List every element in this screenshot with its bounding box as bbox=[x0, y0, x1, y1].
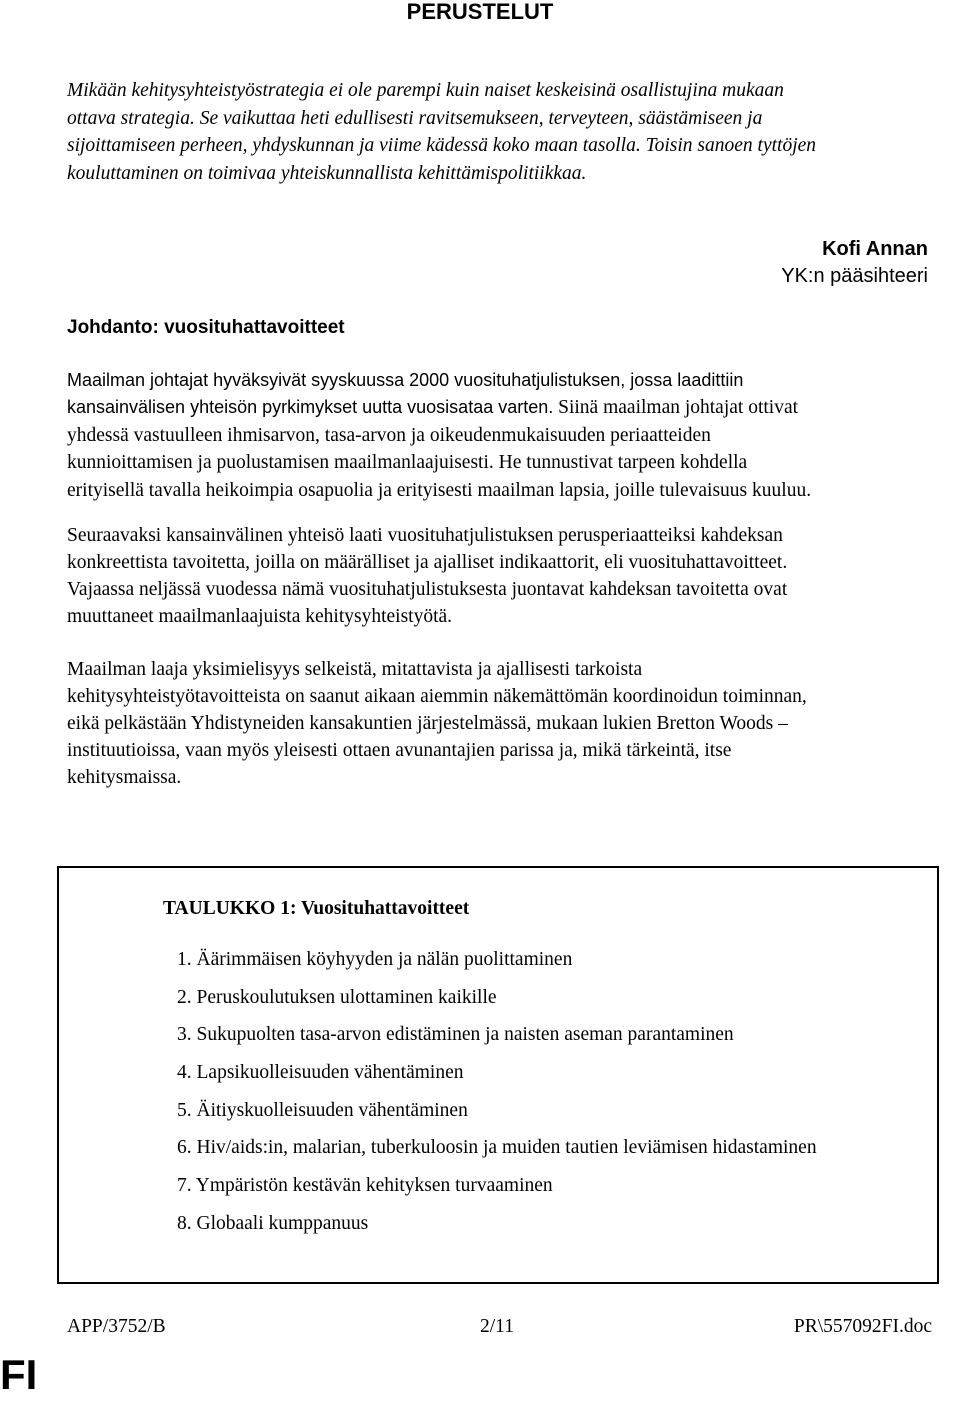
footer-reference: APP/3752/B bbox=[67, 1316, 166, 1337]
goals-list bbox=[177, 947, 817, 1249]
footer-filename: PR\557092FI.doc bbox=[793, 1316, 932, 1337]
list-item: 5. Äitiyskuolleisuuden vähentäminen bbox=[177, 1099, 468, 1121]
goals-table-box bbox=[57, 866, 939, 1284]
language-code: FI bbox=[0, 1351, 38, 1398]
paragraph-line-serif-part: Siinä maailman johtajat ottivat bbox=[553, 397, 799, 418]
intro-paragraph-1 bbox=[67, 367, 947, 504]
paragraph-line: Seuraavaksi kansainvälinen yhteisö laati vuosituhatjulistuksen perusperiaatteiksi kahdeksan bbox=[67, 525, 783, 546]
paragraph-line: kehitysyhteistyötavoitteista on saanut aikaan aiemmin näkemättömän koordinoidun toiminnan, bbox=[67, 686, 807, 707]
page-title: PERUSTELUT bbox=[406, 0, 554, 24]
list-item: 2. Peruskoulutuksen ulottaminen kaikille bbox=[177, 986, 497, 1008]
quote-author: Kofi Annan bbox=[822, 238, 928, 260]
paragraph-line-mixed bbox=[67, 449, 947, 477]
paragraph-line: instituutioissa, vaan myös yleisesti ottaen avunantajien parissa ja, mikä tärkeintä, itse bbox=[67, 740, 732, 761]
quote-line: kouluttaminen on toimivaa yhteiskunnallista kehittämispolitiikkaa. bbox=[67, 162, 587, 184]
intro-paragraph-3 bbox=[67, 656, 947, 791]
quote-line: ottava strategia. Se vaikuttaa heti edullisesti ravitsemukseen, terveyteen, säästämiseen ja bbox=[67, 107, 763, 129]
page-footer bbox=[67, 1314, 932, 1340]
paragraph-line: yhdessä vastuulleen ihmisarvon, tasa-arvon ja oikeudenmukaisuuden periaatteiden bbox=[67, 425, 711, 446]
paragraph-line: eikä pelkästään Yhdistyneiden kansakuntien järjestelmässä, mukaan lukien Bretton Woods – bbox=[67, 713, 788, 734]
paragraph-line-serif-part: kunnioittamisen ja puolustamisen maailmanlaajuisesti. bbox=[67, 452, 494, 473]
list-item: 4. Lapsikuolleisuuden vähentäminen bbox=[177, 1062, 464, 1084]
quote-author-title: YK:n pääsihteeri bbox=[781, 265, 928, 287]
list-item: 7. Ympäristön kestävän kehityksen turvaaminen bbox=[177, 1175, 553, 1197]
epigraph-quote bbox=[67, 77, 947, 187]
table-title: TAULUKKO 1: Vuosituhattavoitteet bbox=[163, 898, 470, 919]
paragraph-line: Maailman johtajat hyväksyivät syyskuussa 2000 vuosituhatjulistuksen, jossa laadittiin bbox=[67, 370, 744, 390]
paragraph-line: kehitysmaissa. bbox=[67, 767, 182, 788]
section-heading: Johdanto: vuosituhattavoitteet bbox=[67, 317, 345, 338]
list-item: 3. Sukupuolten tasa-arvon edistäminen ja naisten aseman parantaminen bbox=[177, 1024, 734, 1046]
list-item: 1. Äärimmäisen köyhyyden ja nälän puolittaminen bbox=[177, 949, 573, 970]
paragraph-line: Vajaassa neljässä vuodessa nämä vuosituhatjulistuksesta juontavat kahdeksan tavoitetta ovat bbox=[67, 579, 788, 600]
intro-paragraph-2 bbox=[67, 522, 947, 630]
footer-page-number: 2/11 bbox=[480, 1316, 514, 1337]
quote-line: sijoittamiseen perheen, yhdyskunnan ja viime kädessä koko maan tasolla. Toisin sanoen tyttöjen bbox=[67, 135, 817, 156]
quote-line: Mikään kehitysyhteistyöstrategia ei ole parempi kuin naiset keskeisinä osallistujina mukaan bbox=[67, 80, 784, 101]
list-item: 8. Globaali kumppanuus bbox=[177, 1212, 369, 1234]
quote-attribution bbox=[781, 236, 928, 290]
paragraph-line-serif-part: He tunnustivat tarpeen kohdella bbox=[493, 452, 748, 473]
paragraph-line: konkreettista tavoitetta, joilla on määrälliset ja ajalliset indikaattorit, eli vuosituhattavoitteet. bbox=[67, 552, 788, 573]
paragraph-line: erityisellä tavalla heikoimpia osapuolia ja erityisesti maailman lapsia, joille tulevaisuus kuuluu. bbox=[67, 480, 812, 501]
paragraph-line: muuttaneet maailmanlaajuista kehitysyhteistyötä. bbox=[67, 606, 453, 627]
paragraph-line-mixed bbox=[67, 394, 947, 422]
paragraph-line-sans-part: kansainvälisen yhteisön pyrkimykset uutta vuosisataa varten. bbox=[67, 397, 554, 417]
list-item: 6. Hiv/aids:in, malarian, tuberkuloosin ja muiden tautien leviämisen hidastaminen bbox=[177, 1137, 817, 1159]
paragraph-line: Maailman laaja yksimielisyys selkeistä, mitattavista ja ajallisesti tarkoista bbox=[67, 659, 643, 680]
